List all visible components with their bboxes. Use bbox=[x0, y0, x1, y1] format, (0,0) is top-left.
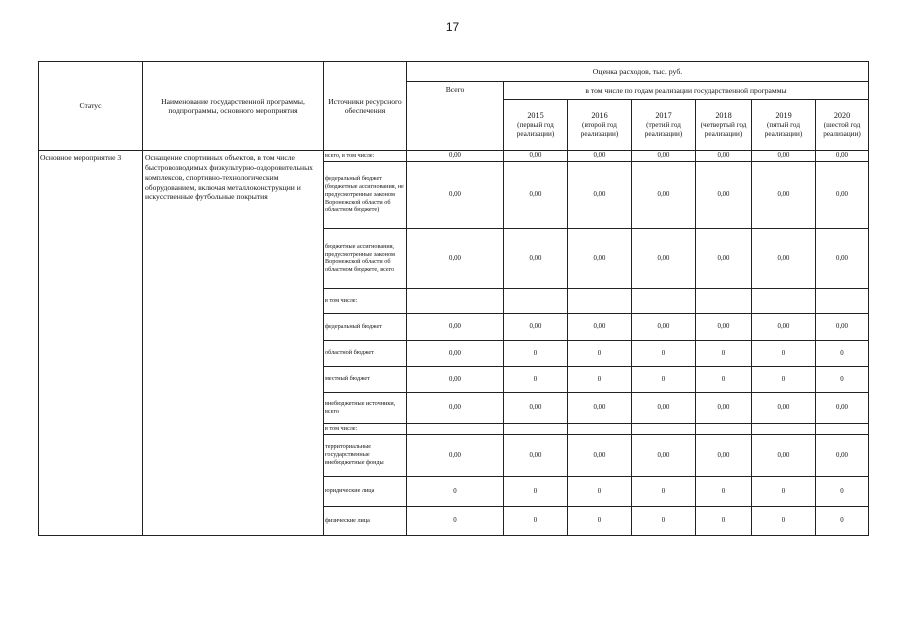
value-cell bbox=[504, 288, 568, 313]
value-cell: 0,00 bbox=[696, 434, 752, 476]
value-cell: 0 bbox=[816, 476, 869, 506]
value-cell bbox=[504, 423, 568, 434]
header-status: Статус bbox=[39, 62, 143, 151]
header-cost-estimate: Оценка расходов, тыс. руб. bbox=[407, 62, 869, 82]
year-sublabel: (четвертый год реализации) bbox=[700, 121, 747, 139]
value-cell: 0,00 bbox=[816, 161, 869, 228]
header-year-4 bbox=[696, 100, 752, 151]
value-cell: 0,00 bbox=[407, 313, 504, 340]
source-cell: местный бюджет bbox=[324, 366, 407, 392]
value-cell: 0,00 bbox=[407, 151, 504, 162]
source-cell: внебюджетные источники, всего bbox=[324, 392, 407, 423]
value-cell: 0,00 bbox=[504, 392, 568, 423]
value-cell bbox=[816, 288, 869, 313]
value-cell: 0,00 bbox=[568, 392, 632, 423]
value-cell: 0,00 bbox=[632, 392, 696, 423]
value-cell: 0,00 bbox=[752, 161, 816, 228]
value-cell: 0,00 bbox=[568, 161, 632, 228]
value-cell: 0,00 bbox=[504, 434, 568, 476]
value-cell: 0,00 bbox=[504, 228, 568, 288]
value-cell bbox=[568, 288, 632, 313]
source-cell: территориальные государственные внебюджетные фонды bbox=[324, 434, 407, 476]
value-cell: 0,00 bbox=[632, 434, 696, 476]
value-cell: 0 bbox=[696, 476, 752, 506]
value-cell bbox=[407, 288, 504, 313]
year-sublabel: (третий год реализации) bbox=[644, 121, 683, 139]
value-cell: 0,00 bbox=[752, 151, 816, 162]
header-year-1 bbox=[504, 100, 568, 151]
year-label: 2016 bbox=[591, 111, 608, 121]
value-cell: 0 bbox=[568, 506, 632, 535]
value-cell: 0,00 bbox=[816, 392, 869, 423]
value-cell bbox=[696, 423, 752, 434]
source-cell: в том числе: bbox=[324, 288, 407, 313]
value-cell: 0 bbox=[504, 506, 568, 535]
header-sources: Источники ресурсного обеспечения bbox=[324, 62, 407, 151]
year-sublabel: (пятый год реализации) bbox=[764, 121, 803, 139]
value-cell: 0 bbox=[568, 476, 632, 506]
value-cell: 0 bbox=[696, 340, 752, 366]
value-cell: 0,00 bbox=[568, 151, 632, 162]
value-cell bbox=[568, 423, 632, 434]
value-cell: 0 bbox=[816, 366, 869, 392]
header-name: Наименование государственной программы, подпрограммы, основного мероприятия bbox=[143, 62, 324, 151]
year-label: 2017 bbox=[655, 111, 672, 121]
value-cell bbox=[752, 423, 816, 434]
value-cell: 0 bbox=[632, 340, 696, 366]
value-cell: 0,00 bbox=[696, 151, 752, 162]
header-year-3 bbox=[632, 100, 696, 151]
value-cell: 0,00 bbox=[504, 313, 568, 340]
value-cell: 0 bbox=[568, 366, 632, 392]
year-label: 2018 bbox=[715, 111, 732, 121]
page-number: 17 bbox=[445, 20, 460, 34]
value-cell: 0 bbox=[752, 476, 816, 506]
value-cell: 0,00 bbox=[696, 392, 752, 423]
header-year-6 bbox=[816, 100, 869, 151]
header-by-years: в том числе по годам реализации государственной программы bbox=[504, 82, 869, 100]
value-cell: 0 bbox=[407, 476, 504, 506]
value-cell: 0,00 bbox=[632, 228, 696, 288]
value-cell: 0,00 bbox=[696, 313, 752, 340]
value-cell: 0,00 bbox=[816, 434, 869, 476]
value-cell: 0,00 bbox=[407, 340, 504, 366]
source-cell: всего, в том числе: bbox=[324, 151, 407, 162]
year-label: 2019 bbox=[775, 111, 792, 121]
value-cell: 0 bbox=[752, 340, 816, 366]
value-cell: 0 bbox=[504, 476, 568, 506]
value-cell: 0 bbox=[504, 366, 568, 392]
year-sublabel: (шестой год реализации) bbox=[823, 121, 861, 139]
value-cell: 0,00 bbox=[696, 228, 752, 288]
year-sublabel: (первый год реализации) bbox=[516, 121, 555, 139]
source-cell: федеральный бюджет (бюджетные ассигнования, не предусмотренные законом Воронежской области об областном бюджете) bbox=[324, 161, 407, 228]
year-label: 2015 bbox=[527, 111, 544, 121]
value-cell: 0 bbox=[504, 340, 568, 366]
value-cell: 0,00 bbox=[504, 151, 568, 162]
value-cell: 0,00 bbox=[568, 313, 632, 340]
value-cell bbox=[696, 288, 752, 313]
value-cell: 0,00 bbox=[752, 313, 816, 340]
value-cell: 0,00 bbox=[752, 228, 816, 288]
value-cell: 0,00 bbox=[632, 151, 696, 162]
table-row bbox=[39, 151, 869, 162]
measure-name-cell: Оснащение спортивных объектов, в том числе быстровозводимых физкультурно-оздоровительных комплексов, спортивно-технологическим оборудованием, включая металлоконструкции и искусственные футбольные покрытия bbox=[143, 151, 324, 536]
header-year-2 bbox=[568, 100, 632, 151]
value-cell: 0 bbox=[752, 506, 816, 535]
value-cell: 0 bbox=[632, 366, 696, 392]
value-cell bbox=[816, 423, 869, 434]
value-cell: 0 bbox=[632, 506, 696, 535]
value-cell: 0,00 bbox=[407, 434, 504, 476]
header-total: Всего bbox=[407, 82, 504, 151]
value-cell bbox=[632, 423, 696, 434]
value-cell: 0,00 bbox=[568, 434, 632, 476]
source-cell: бюджетные ассигнования, предусмотренные законом Воронежской области об областном бюджете, всего bbox=[324, 228, 407, 288]
status-cell: Основное мероприятие 3 bbox=[39, 151, 143, 536]
value-cell: 0 bbox=[816, 340, 869, 366]
value-cell: 0 bbox=[407, 506, 504, 535]
source-cell: в том числе: bbox=[324, 423, 407, 434]
source-cell: физические лица bbox=[324, 506, 407, 535]
value-cell bbox=[632, 288, 696, 313]
source-cell: юридические лица bbox=[324, 476, 407, 506]
value-cell: 0,00 bbox=[752, 434, 816, 476]
value-cell: 0,00 bbox=[407, 366, 504, 392]
value-cell: 0,00 bbox=[696, 161, 752, 228]
value-cell bbox=[407, 423, 504, 434]
value-cell: 0,00 bbox=[816, 313, 869, 340]
value-cell: 0,00 bbox=[816, 151, 869, 162]
value-cell: 0 bbox=[816, 506, 869, 535]
value-cell: 0,00 bbox=[752, 392, 816, 423]
value-cell: 0,00 bbox=[632, 313, 696, 340]
value-cell: 0,00 bbox=[816, 228, 869, 288]
source-cell: областной бюджет bbox=[324, 340, 407, 366]
value-cell: 0 bbox=[568, 340, 632, 366]
year-label: 2020 bbox=[833, 111, 851, 121]
value-cell: 0 bbox=[696, 506, 752, 535]
value-cell bbox=[752, 288, 816, 313]
value-cell: 0,00 bbox=[504, 161, 568, 228]
value-cell: 0,00 bbox=[407, 161, 504, 228]
value-cell: 0 bbox=[632, 476, 696, 506]
expense-table bbox=[38, 61, 869, 536]
value-cell: 0 bbox=[752, 366, 816, 392]
year-sublabel: (второй год реализации) bbox=[580, 121, 619, 139]
source-cell: федеральный бюджет bbox=[324, 313, 407, 340]
value-cell: 0,00 bbox=[632, 161, 696, 228]
value-cell: 0,00 bbox=[568, 228, 632, 288]
header-year-5 bbox=[752, 100, 816, 151]
value-cell: 0,00 bbox=[407, 392, 504, 423]
value-cell: 0 bbox=[696, 366, 752, 392]
value-cell: 0,00 bbox=[407, 228, 504, 288]
